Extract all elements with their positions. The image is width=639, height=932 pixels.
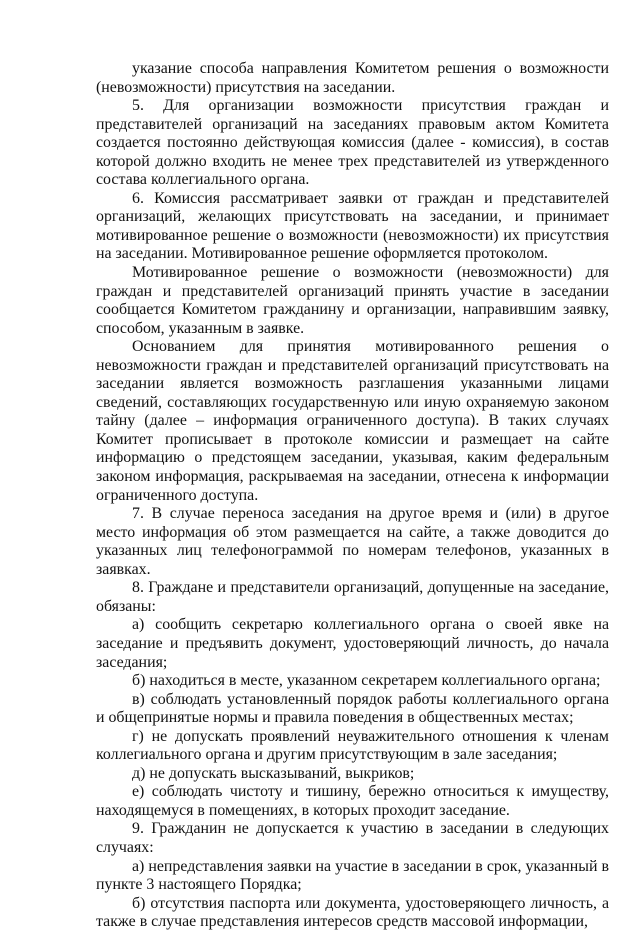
list-item-9a: а) непредставления заявки на участие в заседании в срок, указанный в пункте 3 настоящего Порядка; (96, 857, 609, 894)
paragraph-8-obyazannosti: 8. Граждане и представители организаций, допущенные на заседание, обязаны: (96, 579, 609, 615)
list-item-9b: б) отсутствия паспорта или документа, удостоверяющего личность, а также в случае представления интересов средств массовой информации, (96, 894, 609, 931)
list-item-8v: в) соблюдать установленный порядок работы коллегиального органа и общепринятые нормы и правила поведения в общественных местах; (96, 690, 609, 727)
paragraph-soobshchenie-resheniya: Мотивированное решение о возможности (невозможности) для граждан и представителей организаций принять участие в заседании сообщается Комитетом гражданину и организации, направившим заявку, способом, указанным в заявке. (96, 264, 609, 337)
document-text (96, 60, 609, 932)
list-item-8g: г) не допускать проявлений неуважительного отношения к членам коллегиального органа и другим присутствующим в зале заседания; (96, 727, 609, 764)
paragraph-9-nedopusk: 9. Гражданин не допускается к участию в заседании в следующих случаях: (96, 820, 609, 856)
paragraph-7-perenos-zasedaniya: 7. В случае переноса заседания на другое время и (или) в другое место информация об этом размещается на сайте, а также доводится до указанных лиц телефонограммой по номерам телефонов, указанных в заявках. (96, 505, 609, 578)
paragraph-5-komissiya: 5. Для организации возможности присутствия граждан и представителей организаций на заседаниях правовым актом Комитета создается постоянно действующая комиссия (далее - комиссия), в состав которой должно входить не менее трех представителей из утвержденного состава коллегиального органа. (96, 97, 609, 189)
paragraph-6-rassmotrenie-zayavok: 6. Комиссия рассматривает заявки от граждан и представителей организаций, желающих присутствовать на заседании, и принимает мотивированное решение о возможности (невозможности) их присутствия на заседании. Мотивированное решение оформляется протоколом. (96, 189, 609, 263)
paragraph-sposob-napravleniya: указание способа направления Комитетом решения о возможности (невозможности) присутствия на заседании. (96, 60, 609, 96)
paragraph-osnovanie-otkaza: Основанием для принятия мотивированного решения о невозможности граждан и представителей организаций присутствовать на заседании является возможность разглашения указанными лицами сведений, составляющих государственную или иную охраняемую законом тайну (далее – информация ограниченного доступа). В таких случаях Комитет прописывает в протоколе комиссии и размещает на сайте информацию о предстоящем заседании, указывая, каким федеральным законом информация, раскрываемая на заседании, отнесена к информации ограниченного доступа. (96, 338, 609, 504)
list-item-8e: е) соблюдать чистоту и тишину, бережно относиться к имуществу, находящемуся в помещениях, в которых проходит заседание. (96, 783, 609, 819)
list-item-8a: а) сообщить секретарю коллегиального органа о своей явке на заседание и предъявить документ, удостоверяющий личность, до начала заседания; (96, 616, 609, 671)
list-item-8d: д) не допускать высказываний, выкриков; (132, 764, 415, 782)
list-item-8b: б) находиться в месте, указанном секретарем коллегиального органа; (132, 672, 601, 690)
